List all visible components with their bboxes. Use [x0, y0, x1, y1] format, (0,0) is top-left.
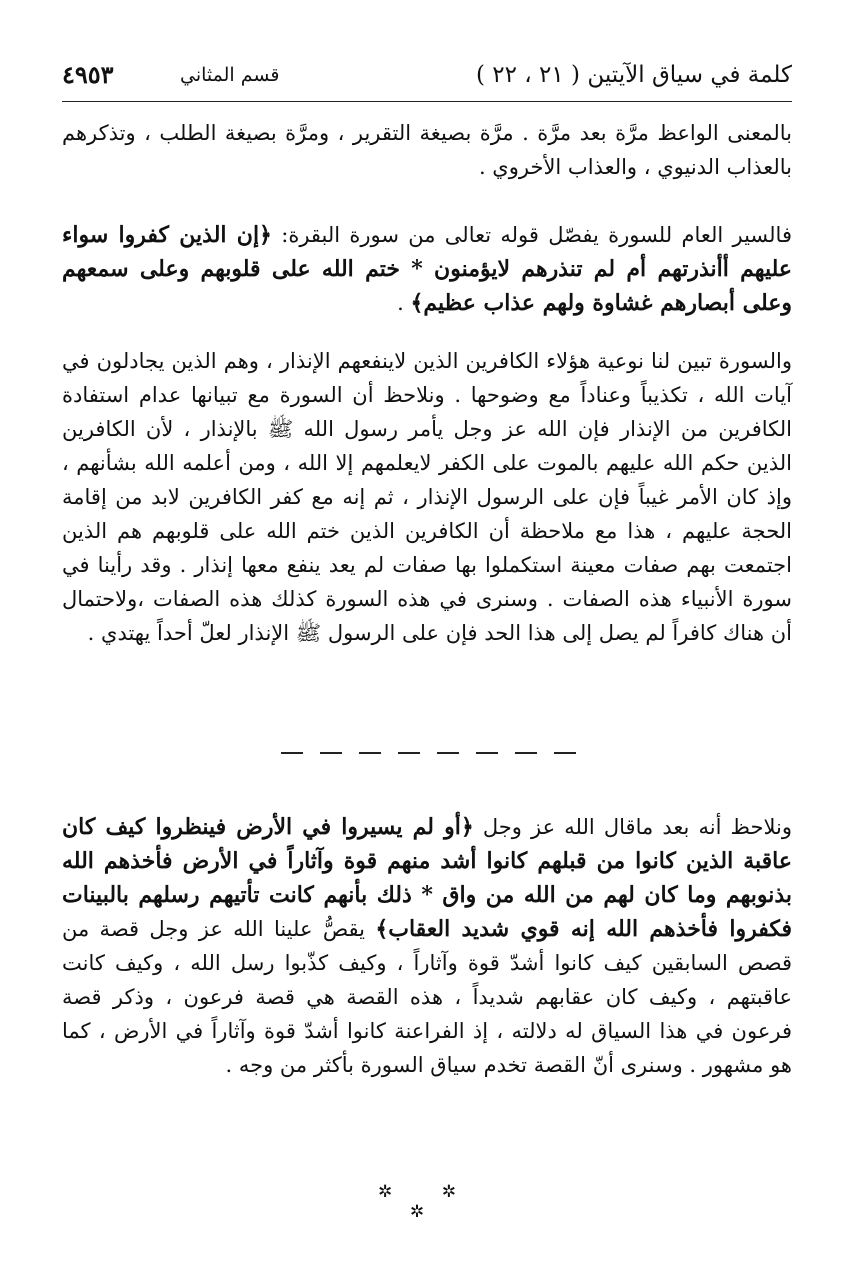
paragraph-2-intro: فالسير العام للسورة يفصّل قوله تعالى من سورة البقرة: — [271, 223, 792, 247]
paragraph-2-end: . — [397, 291, 411, 315]
paragraph-2 — [62, 218, 792, 320]
section-name: قسم المثاني — [180, 64, 280, 86]
section-separator — [280, 742, 576, 764]
paragraph-3: والسورة تبين لنا نوعية هؤلاء الكافرين الذين لاينفعهم الإنذار ، وهم الذين يجادلون في آيات الله ، تكذيباً وعناداً مع وضوحها . ونلاحظ أن السورة مع تبيانها عدام استفادة الكافرين من الإنذار فإن الله عز وجل يأمر رسول الله ﷺ بالإنذار ، لأن الكافرين الذين حكم الله عليهم بالموت على الكفر لايعلمهم إلا الله ، ومن أعلمه الله بشأنهم ، وإذ كان الأمر غيباً فإن على الرسول الإنذار ، ثم إنه مع كفر الكافرين لابد من إقامة الحجة عليهم ، هذا مع ملاحظة أن الكافرين الذين ختم الله على قلوبهم هم الذين اجتمعت بهم صفات معينة استكملوا بها صفات لم يعد ينفع معها إنذار . وقد رأينا في سورة الأنبياء هذه الصفات . وسنرى في هذه السورة كذلك هذه الصفات ،ولاحتمال أن هناك كافراً لم يصل إلى هذا الحد فإن على الرسول ﷺ الإنذار لعلّ أحداً يهتدي . — [62, 349, 792, 645]
paragraph-4-intro: ونلاحظ أنه بعد ماقال الله عز وجل — [473, 815, 792, 839]
chapter-title: كلمة في سياق الآيتين ( ٢١ ، ٢٢ ) — [475, 62, 792, 88]
quran-quote-2: ﴿أو لم يسيروا في الأرض فينظروا كيف كان عاقبة الذين كانوا من قبلهم كانوا أشد منهم قوة وآثاراً في الأرض فأخذهم الله بذنوبهم وما كان لهم من الله من واق * ذلك بأنهم كانت تأتيهم رسلهم بالبينات فكفروا فأخذهم الله إنه قوي شديد العقاب﴾ — [62, 814, 792, 942]
quran-quote-1: ﴿إن الذين كفروا سواء عليهم أأنذرتهم أم لم تنذرهم لايؤمنون * ختم الله على قلوبهم وعلى سمعهم وعلى أبصارهم غشاوة ولهم عذاب عظيم﴾ — [62, 222, 792, 316]
footer-stars: ✲ ✲ ✲ — [378, 1182, 478, 1222]
page — [62, 0, 792, 1271]
paragraph-4-rest: يقصُّ علينا الله عز وجل قصة من قصص السابقين كيف كانوا أشدّ قوة وآثاراً ، وكيف كذّبوا رسل الله ، وكيف كانت عاقبتهم ، وكيف كان عقابهم شديداً ، هذه القصة هي قصة فرعون ، وذكر قصة فرعون في هذا السياق له دلالته ، إذ الفراعنة كانوا أشدّ قوة وآثاراً في الأرض ، كما هو مشهور . وسنرى أنّ القصة تخدم سياق السورة بأكثر من وجه . — [62, 917, 792, 1077]
page-number: ٤٩٥٣ — [62, 60, 114, 89]
page-header — [62, 58, 792, 102]
paragraph-4 — [62, 810, 792, 1082]
paragraph-1: بالمعنى الواعظ مرَّة بعد مرَّة . مرَّة بصيغة التقرير ، ومرَّة بصيغة الطلب ، وتذكرهم بالعذاب الدنيوي ، والعذاب الأخروي . — [62, 121, 792, 179]
header-rule — [62, 101, 792, 102]
